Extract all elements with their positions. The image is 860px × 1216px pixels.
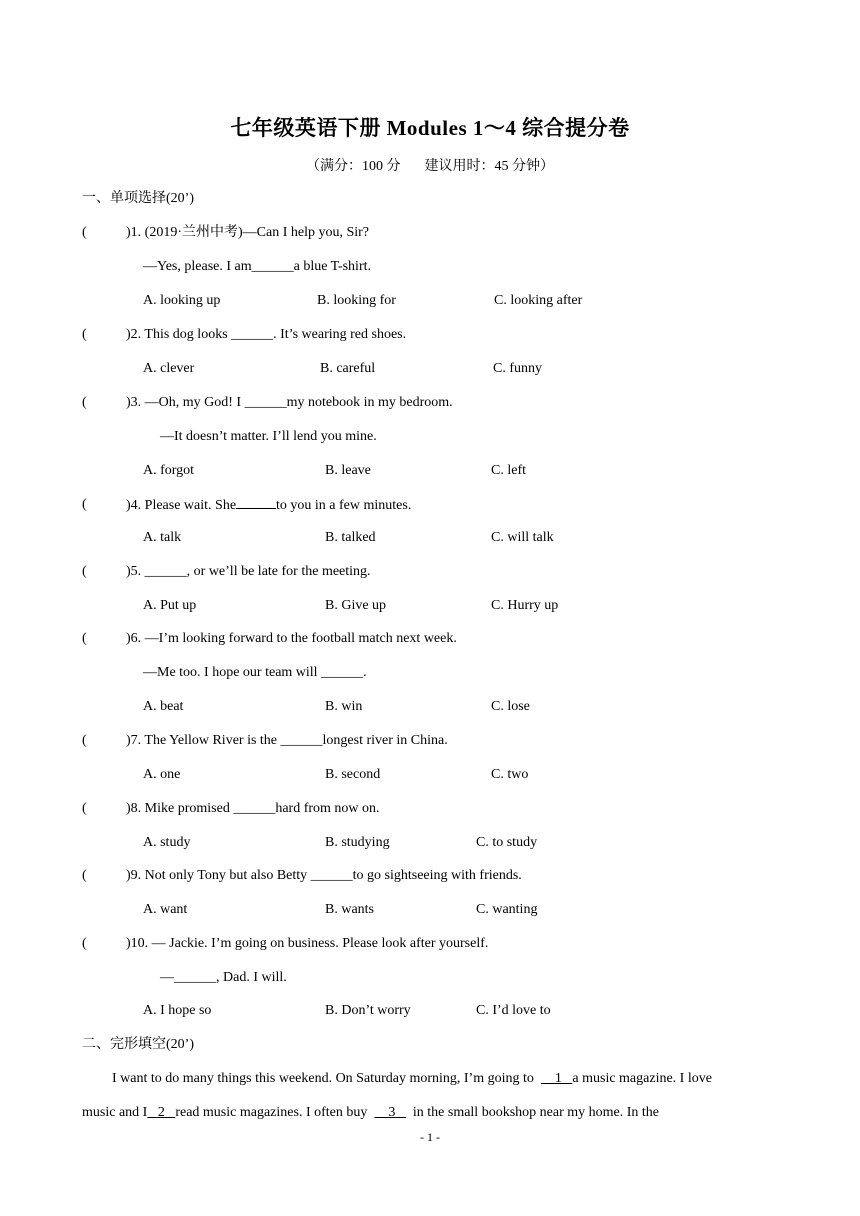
question-stem: )4. Please wait. She to you in a few minutes.: [126, 498, 412, 513]
question-stem: )2. This dog looks ______. It’s wearing red shoes.: [126, 327, 407, 342]
answer-paren: (: [82, 497, 87, 512]
question-stem: )10. — Jackie. I’m going on business. Please look after yourself.: [126, 936, 489, 951]
option-b: B. second: [325, 767, 381, 782]
cloze-blank-1: 1: [554, 1071, 562, 1086]
question-stem: )8. Mike promised ______hard from now on.: [126, 801, 380, 816]
answer-paren: (: [82, 395, 87, 410]
option-c: C. funny: [493, 361, 542, 376]
question-stem: )7. The Yellow River is the ______longest river in China.: [126, 733, 448, 748]
option-a: A. want: [143, 902, 188, 917]
option-b: B. looking for: [317, 293, 396, 308]
option-c: C. two: [491, 767, 529, 782]
option-b: B. talked: [325, 530, 376, 545]
option-b: B. Don’t worry: [325, 1003, 411, 1018]
option-b: B. win: [325, 699, 363, 714]
question-stem: )6. —I’m looking forward to the football match next week.: [126, 631, 457, 646]
answer-paren: (: [82, 733, 87, 748]
option-a: A. one: [143, 767, 181, 782]
time-info: 建议用时：45 分钟）: [424, 159, 554, 174]
question-stem: )3. —Oh, my God! I ______my notebook in my bedroom.: [126, 395, 453, 410]
question-stem: )9. Not only Tony but also Betty ______to go sightseeing with friends.: [126, 868, 522, 883]
option-a: A. I hope so: [143, 1003, 212, 1018]
answer-paren: (: [82, 564, 87, 579]
option-b: B. studying: [325, 835, 390, 850]
question-stem-line2: —Yes, please. I am______a blue T-shirt.: [143, 259, 371, 274]
option-c: C. will talk: [491, 530, 554, 545]
answer-blank: [236, 496, 276, 509]
answer-paren: (: [82, 631, 87, 646]
answer-paren: (: [82, 327, 87, 342]
section-heading-single-choice: 一、单项选择(20’): [82, 191, 194, 206]
option-c: C. I’d love to: [476, 1003, 551, 1018]
question-stem-line2: —It doesn’t matter. I’ll lend you mine.: [160, 429, 377, 444]
option-a: A. beat: [143, 699, 184, 714]
answer-paren: (: [82, 801, 87, 816]
page-subtitle: [0, 155, 860, 175]
option-b: B. careful: [320, 361, 376, 376]
option-c: C. Hurry up: [491, 598, 559, 613]
page-number: - 1 -: [420, 1130, 440, 1144]
option-b: B. leave: [325, 463, 371, 478]
option-c: C. looking after: [494, 293, 583, 308]
option-a: A. clever: [143, 361, 195, 376]
answer-paren: (: [82, 936, 87, 951]
question-stem-line2: —Me too. I hope our team will ______.: [143, 665, 367, 680]
section-heading-cloze: 二、完形填空(20’): [82, 1037, 194, 1052]
cloze-blank-2: 2: [157, 1105, 165, 1120]
answer-paren: (: [82, 868, 87, 883]
score-info: （满分：100 分: [306, 159, 401, 174]
option-b: B. Give up: [325, 598, 387, 613]
cloze-paragraph-line-1: I want to do many things this weekend. On Saturday morning, I’m going to 1 a music magazine. I love: [112, 1071, 712, 1086]
question-stem: )1. (2019·兰州中考)—Can I help you, Sir?: [126, 225, 370, 240]
option-c: C. wanting: [476, 902, 538, 917]
question-stem: )5. ______, or we’ll be late for the meeting.: [126, 564, 371, 579]
option-b: B. wants: [325, 902, 374, 917]
option-c: C. left: [491, 463, 526, 478]
cloze-blank-3: 3: [388, 1105, 396, 1120]
option-a: A. Put up: [143, 598, 197, 613]
option-a: A. forgot: [143, 463, 195, 478]
page-title: 七年级英语下册 Modules 1～4 综合提分卷: [230, 116, 630, 140]
option-a: A. looking up: [143, 293, 221, 308]
option-a: A. talk: [143, 530, 182, 545]
option-c: C. lose: [491, 699, 530, 714]
question-stem-line2: —______, Dad. I will.: [160, 970, 287, 985]
option-a: A. study: [143, 835, 191, 850]
option-c: C. to study: [476, 835, 538, 850]
cloze-paragraph-line-2: music and I 2 read music magazines. I often buy 3 in the small bookshop near my home. In the: [82, 1105, 659, 1120]
answer-paren: (: [82, 225, 87, 240]
